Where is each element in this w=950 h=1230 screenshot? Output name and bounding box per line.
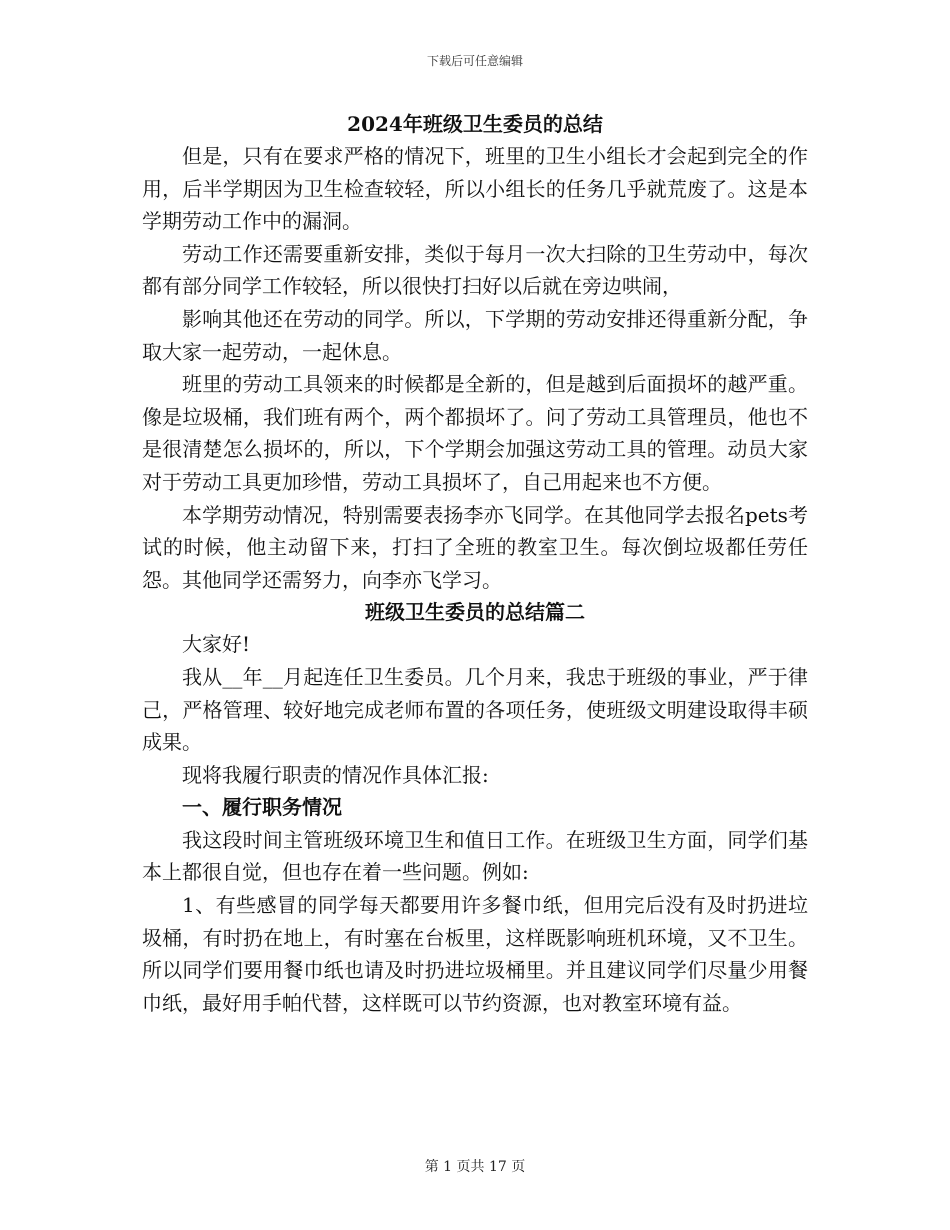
page-footer-page-number: 第 1 页共 17 页 [424, 1159, 526, 1175]
paragraph: 我这段时间主管班级环境卫生和值日工作。在班级卫生方面，同学们基本上都很自觉，但也存在着一些问题。例如: [142, 827, 808, 885]
paragraph: 我从__年__月起连任卫生委员。几个月来，我忠于班级的事业，严于律己，严格管理、较好地完成老师布置的各项任务，使班级文明建设取得丰硕成果。 [142, 664, 808, 755]
paragraph: 劳动工作还需要重新安排，类似于每月一次大扫除的卫生劳动中，每次都有部分同学工作较轻，所以很快打扫好以后就在旁边哄闹， [142, 241, 808, 299]
document-subtitle: 班级卫生委员的总结篇二 [365, 600, 585, 625]
document-title: 2024年班级卫生委员的总结 [347, 112, 603, 136]
paragraph: 1、有些感冒的同学每天都要用许多餐巾纸，但用完后没有及时扔进垃圾桶，有时扔在地上，有时塞在台板里，这样既影响班机环境，又不卫生。所以同学们要用餐巾纸也请及时扔进垃圾桶里。并且建议同学们尽量少用餐巾纸，最好用手帕代替，这样既可以节约资源，也对教室环境有益。 [142, 893, 808, 1015]
section-heading: 一、履行职务情况 [182, 795, 342, 820]
page-header-note: 下载后可任意编辑 [426, 54, 523, 68]
paragraph: 现将我履行职责的情况作具体汇报: [182, 762, 489, 787]
document-body [142, 108, 808, 1019]
paragraph: 大家好! [182, 632, 251, 657]
paragraph: 影响其他还在劳动的同学。所以，下学期的劳动安排还得重新分配，争取大家一起劳动，一起休息。 [142, 306, 808, 364]
paragraph: 本学期劳动情况，特别需要表扬李亦飞同学。在其他同学去报名pets考试的时候，他主动留下来，打扫了全班的教室卫生。每次倒垃圾都任劳任怨。其他同学还需努力，向李亦飞学习。 [142, 502, 808, 592]
paragraph: 但是，只有在要求严格的情况下，班里的卫生小组长才会起到完全的作用，后半学期因为卫生检查较轻，所以小组长的任务几乎就荒废了。这是本学期劳动工作中的漏洞。 [142, 144, 808, 234]
paragraph: 班里的劳动工具领来的时候都是全新的，但是越到后面损坏的越严重。像是垃圾桶，我们班有两个，两个都损坏了。问了劳动工具管理员，他也不是很清楚怎么损坏的，所以，下个学期会加强这劳动工具的管理。动员大家对于劳动工具更加珍惜，劳动工具损坏了，自己用起来也不方便。 [142, 372, 808, 494]
